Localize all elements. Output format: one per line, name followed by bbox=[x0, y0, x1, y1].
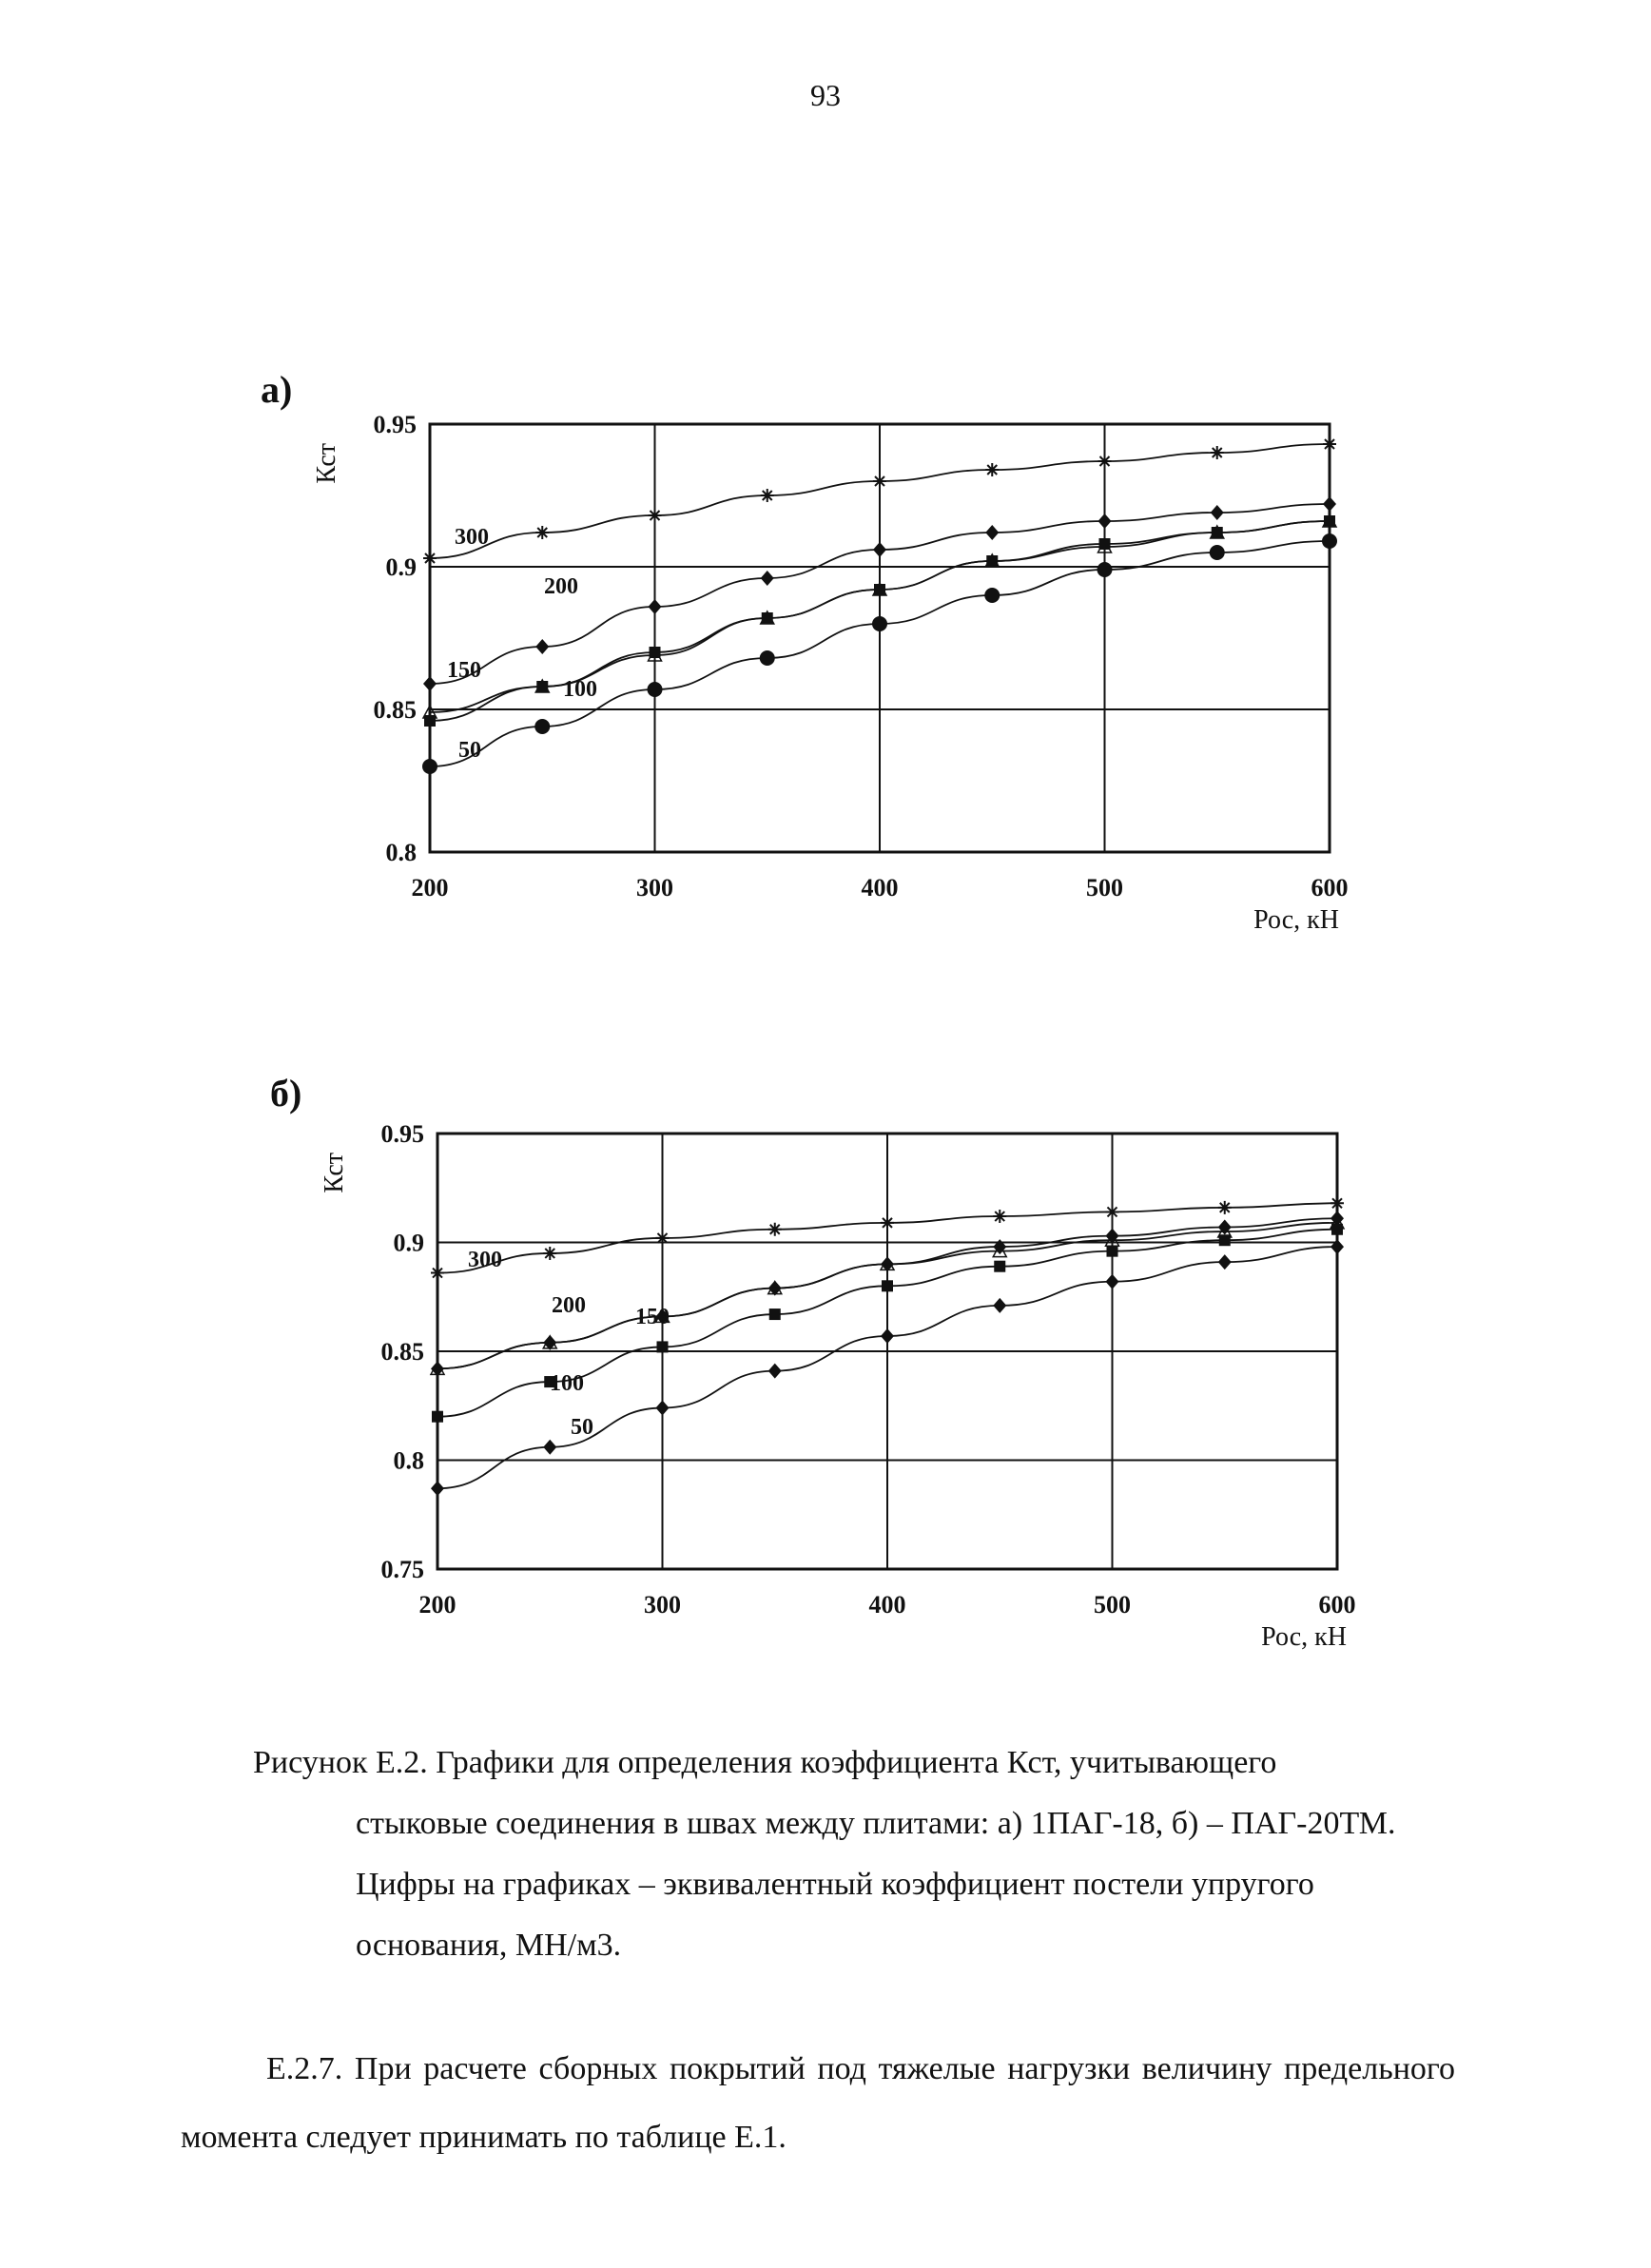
figure-caption bbox=[253, 1733, 1451, 1976]
x-tick-label-600: 600 bbox=[1318, 1591, 1356, 1619]
point-300-600 bbox=[1331, 1196, 1344, 1210]
point-50-450 bbox=[993, 1298, 1006, 1313]
point-50-350 bbox=[768, 1364, 782, 1379]
series-label-150: 150 bbox=[447, 658, 481, 683]
x-tick-label-600: 600 bbox=[1311, 874, 1349, 901]
point-50-600 bbox=[1331, 1239, 1344, 1254]
series-label-300: 300 bbox=[455, 525, 489, 550]
point-300-400 bbox=[881, 1216, 894, 1230]
y-tick-label-0: 0.75 bbox=[380, 1556, 424, 1583]
y-tick-label-1: 0.85 bbox=[373, 696, 417, 724]
point-300-500 bbox=[1106, 1205, 1119, 1218]
x-tick-label-200: 200 bbox=[411, 874, 449, 901]
caption-rest: стыковые соединения в швах между плитами: а) 1ПАГ-18, б) – ПАГ-20ТМ. Цифры на графиках – эквивалентный коэффициент постели упругого основания, МН/м3. bbox=[356, 1806, 1396, 1963]
body-paragraph: Е.2.7. При расчете сборных покрытий под тяжелые нагрузки величину предельного момента следует принимать по таблице Е.1. bbox=[181, 2051, 1455, 2155]
point-100-500 bbox=[1107, 1246, 1118, 1257]
series-label-150: 150 bbox=[635, 1305, 670, 1329]
point-300-250 bbox=[543, 1247, 556, 1260]
point-50-250 bbox=[543, 1440, 556, 1455]
caption-first-line: Рисунок Е.2. Графики для определения коэффициента Кст, учитывающего bbox=[253, 1745, 1277, 1780]
y-tick-label-3: 0.9 bbox=[393, 1229, 424, 1257]
series-label-300: 300 bbox=[468, 1248, 502, 1272]
x-tick-label-300: 300 bbox=[644, 1591, 681, 1619]
point-300-200 bbox=[431, 1267, 444, 1280]
x-tick-label-500: 500 bbox=[1094, 1591, 1131, 1619]
series-label-50: 50 bbox=[571, 1415, 593, 1440]
y-axis-title: Кст bbox=[312, 443, 341, 484]
series-label-100: 100 bbox=[550, 1371, 584, 1396]
x-tick-label-400: 400 bbox=[868, 1591, 906, 1619]
y-tick-label-2: 0.85 bbox=[380, 1338, 424, 1366]
point-50-500 bbox=[1106, 1274, 1119, 1289]
point-100-350 bbox=[769, 1308, 781, 1320]
point-50-550 bbox=[1218, 1254, 1232, 1270]
y-tick-label-0: 0.8 bbox=[385, 839, 417, 866]
series-label-50: 50 bbox=[458, 738, 481, 763]
series-label-200: 200 bbox=[544, 574, 578, 599]
point-50-300 bbox=[656, 1401, 670, 1416]
x-axis-title: Рос, кН bbox=[1253, 905, 1339, 935]
point-100-600 bbox=[1331, 1224, 1343, 1235]
y-tick-label-3: 0.95 bbox=[373, 411, 417, 438]
x-axis-title: Рос, кН bbox=[1261, 1622, 1347, 1652]
y-tick-label-4: 0.95 bbox=[380, 1120, 424, 1148]
point-300-300 bbox=[656, 1231, 670, 1245]
point-300-550 bbox=[1218, 1201, 1232, 1214]
page-number: 93 bbox=[810, 78, 841, 112]
x-tick-label-500: 500 bbox=[1086, 874, 1123, 901]
point-100-550 bbox=[1219, 1234, 1231, 1246]
panel-label-a: а) bbox=[261, 368, 293, 411]
point-300-350 bbox=[768, 1223, 782, 1236]
y-tick-label-1: 0.8 bbox=[393, 1446, 424, 1475]
point-50-400 bbox=[881, 1328, 894, 1344]
series-label-200: 200 bbox=[552, 1293, 586, 1318]
y-axis-title: Кст bbox=[320, 1153, 349, 1193]
x-tick-label-400: 400 bbox=[861, 874, 899, 901]
y-tick-label-2: 0.9 bbox=[385, 553, 417, 581]
point-100-450 bbox=[994, 1261, 1005, 1272]
panel-label-b: б) bbox=[270, 1072, 302, 1115]
point-50-200 bbox=[431, 1481, 444, 1496]
point-100-400 bbox=[882, 1280, 893, 1291]
point-100-200 bbox=[432, 1411, 443, 1423]
series-label-100: 100 bbox=[563, 677, 597, 702]
point-300-450 bbox=[993, 1210, 1006, 1223]
x-tick-label-300: 300 bbox=[636, 874, 673, 901]
point-100-300 bbox=[657, 1341, 669, 1352]
x-tick-label-200: 200 bbox=[418, 1591, 456, 1619]
